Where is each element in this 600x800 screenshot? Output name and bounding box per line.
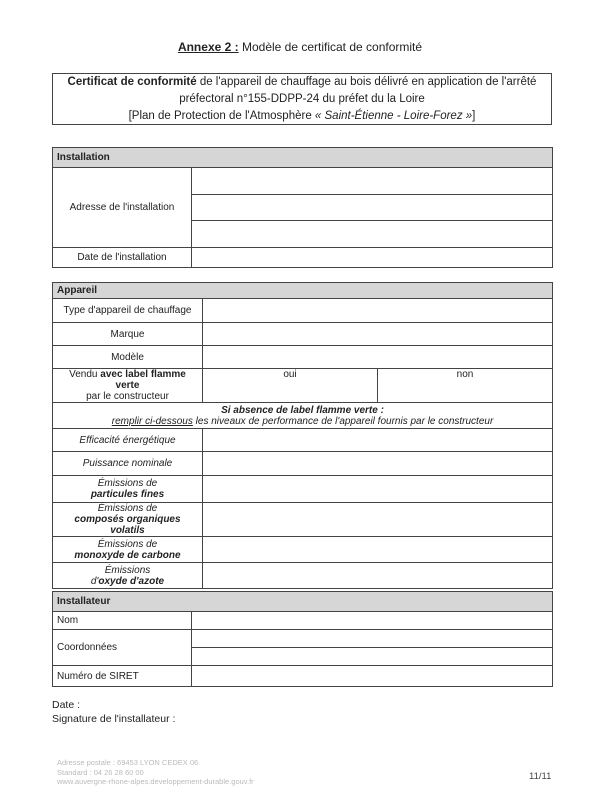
date-installation-label: Date de l'installation: [53, 248, 192, 268]
coordonnees-field-2[interactable]: [192, 648, 553, 666]
cert-line1: de l'appareil de chauffage au bois délivré en application de l'arrêté: [199, 76, 537, 88]
date-label: Date :: [52, 699, 81, 711]
address-label: Adresse de l'installation: [53, 168, 192, 248]
oxyde-azote-label: Émissions d'oxyde d'azote: [53, 563, 203, 589]
installateur-header: Installateur: [53, 592, 553, 612]
modele-label: Modèle: [53, 346, 203, 369]
absence-note: Si absence de label flamme verte : remplir ci-dessous les niveaux de performance de l'appareil fournis par le constructeur: [53, 403, 553, 429]
coordonnees-label: Coordonnées: [53, 630, 192, 666]
installateur-table: [52, 591, 553, 687]
installation-table: [52, 147, 553, 268]
cert-line2: préfectoral n°155-DDPP-24 du préfet du la Loire: [179, 93, 425, 105]
type-field[interactable]: [203, 299, 553, 323]
address-field-1[interactable]: [192, 168, 553, 195]
cert-line3: [Plan de Protection de l'Atmosphère « Saint-Étienne - Loire-Forez »]: [128, 110, 476, 122]
appareil-table: [52, 282, 553, 589]
signature-label: Signature de l'installateur :: [52, 713, 176, 725]
signature-block: [52, 698, 175, 726]
marque-label: Marque: [53, 323, 203, 346]
efficacite-field[interactable]: [203, 429, 553, 452]
address-field-3[interactable]: [192, 221, 553, 248]
vendu-label: Vendu avec label flamme verte par le constructeur: [53, 369, 203, 403]
oui-option[interactable]: oui: [203, 369, 378, 403]
annex-title: [0, 40, 600, 54]
cov-field[interactable]: [203, 503, 553, 537]
installation-header: Installation: [53, 148, 553, 168]
non-option[interactable]: non: [378, 369, 553, 403]
efficacite-label: Efficacité énergétique: [53, 429, 203, 452]
footer-address: [57, 758, 254, 787]
nom-field[interactable]: [192, 612, 553, 630]
oxyde-azote-field[interactable]: [203, 563, 553, 589]
particules-label: Émissions de particules fines: [53, 476, 203, 503]
appareil-header: Appareil: [53, 283, 553, 299]
marque-field[interactable]: [203, 323, 553, 346]
cov-label: Émissions de composés organiques volatils: [53, 503, 203, 537]
monoxyde-field[interactable]: [203, 537, 553, 563]
particules-field[interactable]: [203, 476, 553, 503]
puissance-field[interactable]: [203, 452, 553, 476]
siret-field[interactable]: [192, 666, 553, 687]
page-number: 11/11: [529, 771, 552, 782]
annex-label: Annexe 2 :: [177, 40, 239, 54]
date-installation-field[interactable]: [192, 248, 553, 268]
footer-line2: Standard : 04 26 28 60 00: [57, 767, 144, 777]
nom-label: Nom: [53, 612, 192, 630]
annex-heading: Modèle de certificat de conformité: [241, 40, 423, 54]
cert-bold: Certificat de conformité: [67, 76, 197, 88]
coordonnees-field-1[interactable]: [192, 630, 553, 648]
monoxyde-label: Émissions de monoxyde de carbone: [53, 537, 203, 563]
footer-line3: www.auvergne-rhone-alpes.developpement-durable.gouv.fr: [57, 777, 254, 786]
certificate-title-box: [52, 73, 552, 125]
modele-field[interactable]: [203, 346, 553, 369]
siret-label: Numéro de SIRET: [53, 666, 192, 687]
type-label: Type d'appareil de chauffage: [53, 299, 203, 323]
footer-line1: Adresse postale : 69453 LYON CEDEX 06: [57, 758, 199, 767]
puissance-label: Puissance nominale: [53, 452, 203, 476]
address-field-2[interactable]: [192, 195, 553, 221]
